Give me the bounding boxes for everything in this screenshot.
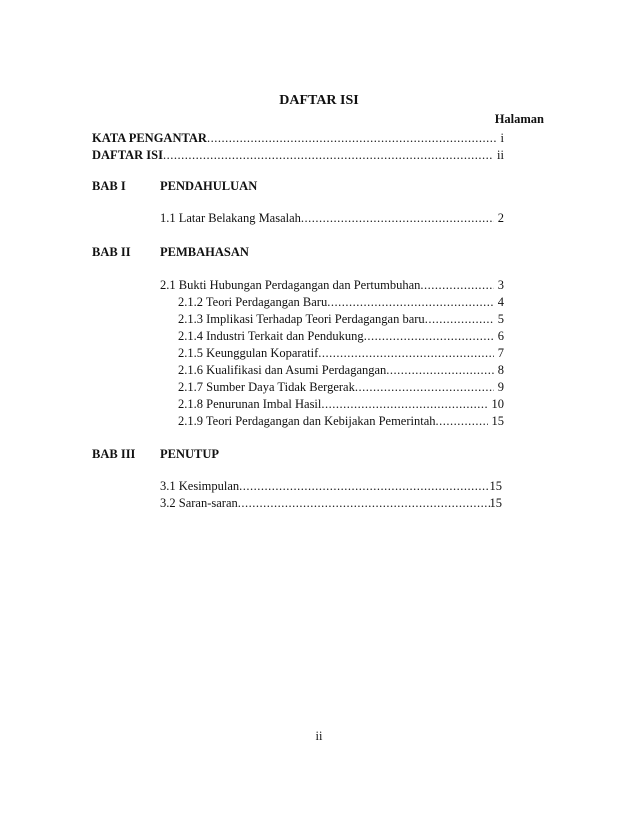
toc-page: 4 xyxy=(497,295,504,309)
toc-page: i xyxy=(500,131,504,145)
chapter-title: PENUTUP xyxy=(160,447,220,461)
toc-label: 3.1 Kesimpulan xyxy=(160,479,240,493)
leader-dots xyxy=(364,328,494,344)
leader-dots xyxy=(318,345,494,361)
page-title: DAFTAR ISI xyxy=(279,93,359,108)
leader-dots xyxy=(327,294,494,310)
footer-page-number: ii xyxy=(315,729,323,743)
toc-row xyxy=(178,413,504,429)
toc-row-kata-pengantar xyxy=(92,130,504,146)
toc-label: 3.2 Saran-saran xyxy=(160,496,238,510)
leader-dots xyxy=(239,478,489,494)
toc-row xyxy=(160,478,502,494)
toc-label: 1.1 Latar Belakang Masalah xyxy=(160,211,301,225)
toc-page: 10 xyxy=(491,397,504,411)
leader-dots xyxy=(436,413,488,429)
toc-page: 8 xyxy=(497,363,504,377)
toc-row xyxy=(178,379,504,395)
toc-label: KATA PENGANTAR xyxy=(92,131,207,145)
toc-row xyxy=(160,277,504,293)
toc-page: 7 xyxy=(497,346,504,360)
leader-dots xyxy=(301,210,494,226)
toc-label: 2.1.2 Teori Perdagangan Baru xyxy=(178,295,328,309)
toc-row xyxy=(160,210,504,226)
toc-row xyxy=(178,311,504,327)
chapter-number: BAB II xyxy=(92,245,131,259)
toc-label: 2.1.8 Penurunan Imbal Hasil xyxy=(178,397,322,411)
leader-dots xyxy=(238,495,490,511)
page-column-label: Halaman xyxy=(494,112,544,126)
toc-row xyxy=(178,345,504,361)
toc-page: 6 xyxy=(497,329,504,343)
toc-label: DAFTAR ISI xyxy=(92,148,163,162)
toc-page: 9 xyxy=(497,380,504,394)
toc-label: 2.1.5 Keunggulan Koparatif xyxy=(178,346,319,360)
toc-row xyxy=(178,362,504,378)
toc-page: 15 xyxy=(489,496,502,510)
toc-page: 2 xyxy=(497,211,504,225)
chapter-title: PEMBAHASAN xyxy=(160,245,249,259)
chapter-number: BAB III xyxy=(92,447,136,461)
toc-label: 2.1 Bukti Hubungan Perdagangan dan Pertumbuhan xyxy=(160,278,421,292)
leader-dots xyxy=(163,147,493,163)
toc-page: 5 xyxy=(497,312,504,326)
chapter-title: PENDAHULUAN xyxy=(160,179,258,193)
toc-label: 2.1.7 Sumber Daya Tidak Bergerak xyxy=(178,380,355,394)
leader-dots xyxy=(207,130,497,146)
leader-dots xyxy=(420,277,493,293)
leader-dots xyxy=(321,396,487,412)
leader-dots xyxy=(355,379,494,395)
toc-label: 2.1.4 Industri Terkait dan Pendukung xyxy=(178,329,364,343)
toc-page: 15 xyxy=(489,479,502,493)
toc-row xyxy=(178,396,504,412)
toc-row xyxy=(178,328,504,344)
chapter-number: BAB I xyxy=(92,179,126,193)
toc-page: ii xyxy=(497,148,504,162)
toc-row xyxy=(160,495,502,511)
leader-dots xyxy=(425,311,494,327)
toc-label: 2.1.3 Implikasi Terhadap Teori Perdagangan baru xyxy=(178,312,425,326)
toc-page: 15 xyxy=(491,414,504,428)
toc-row-daftar-isi xyxy=(92,147,504,163)
toc-row xyxy=(178,294,504,310)
leader-dots xyxy=(386,362,493,378)
toc-label: 2.1.9 Teori Perdagangan dan Kebijakan Pemerintah xyxy=(178,414,436,428)
toc-label: 2.1.6 Kualifikasi dan Asumi Perdagangan xyxy=(178,363,387,377)
toc-page: 3 xyxy=(497,278,504,292)
